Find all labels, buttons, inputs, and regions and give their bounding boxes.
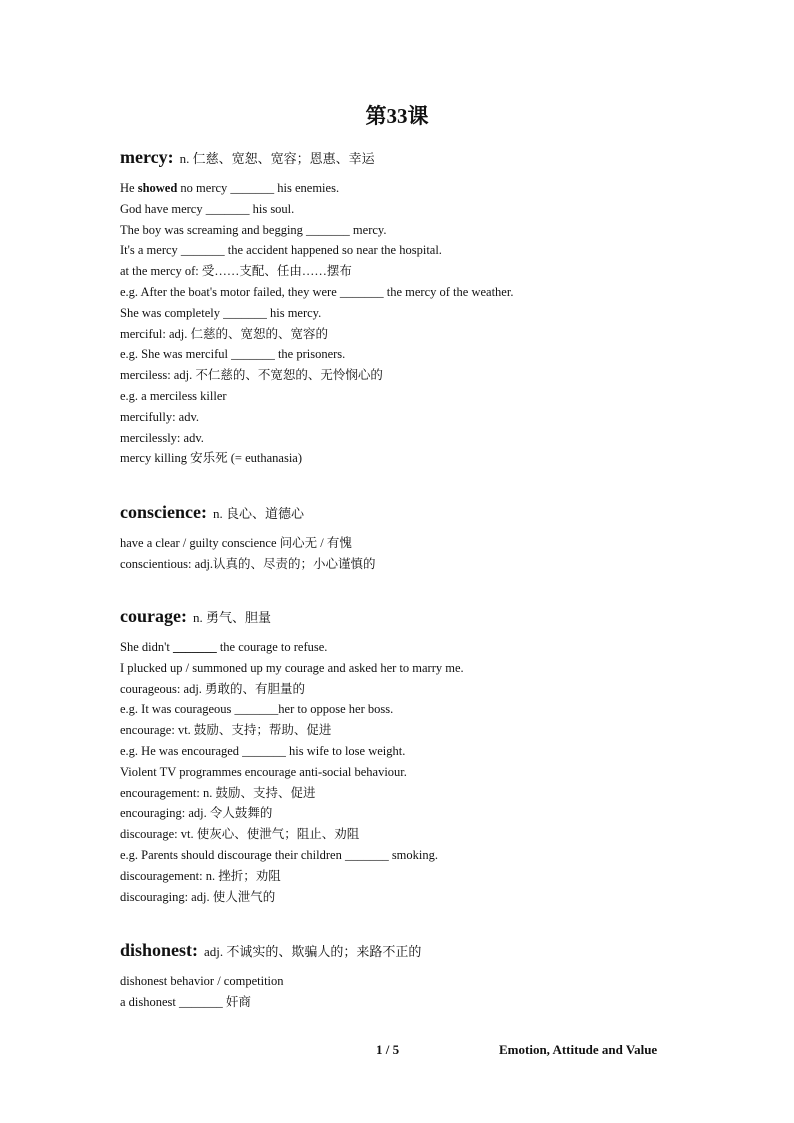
example-line: discourage: vt. 使灰心、使泄气；阻止、劝阻: [120, 827, 360, 842]
example-line: e.g. It was courageous _______her to oppose her boss.: [120, 702, 394, 717]
example-line: Violent TV programmes encourage anti-social behaviour.: [120, 764, 407, 779]
example-line: e.g. After the boat's motor failed, they were _______ the mercy of the weather.: [120, 284, 514, 299]
example-line: dishonest behavior / competition: [120, 974, 284, 988]
vocab-definition: n. 仁慈、宽恕、宽容；恩惠、幸运: [179, 151, 375, 166]
example-line: God have mercy _______ his soul.: [120, 201, 295, 216]
vocab-definition: n. 勇气、胆量: [192, 610, 271, 625]
vocab-word: mercy:: [120, 147, 174, 167]
example-line: merciless: adj. 不仁慈的、不宽恕的、无怜悯心的: [120, 368, 383, 383]
vocab-section-conscience: [120, 501, 720, 575]
vocab-word: dishonest:: [120, 940, 199, 960]
vocab-heading: [120, 501, 720, 527]
vocab-word: conscience:: [120, 502, 207, 522]
vocab-definition: n. 良心、道德心: [212, 506, 304, 521]
example-line: merciful: adj. 仁慈的、宽恕的、宽容的: [120, 326, 328, 341]
example-line: a dishonest _______ 奸商: [120, 994, 251, 1009]
example-line: mercifully: adv.: [120, 409, 200, 424]
example-line: encouraging: adj. 令人鼓舞的: [120, 806, 273, 821]
example-line: e.g. Parents should discourage their children _______ smoking.: [120, 847, 438, 862]
example-line: discouraging: adj. 使人泄气的: [120, 889, 276, 904]
example-line: courageous: adj. 勇敢的、有胆量的: [120, 681, 306, 696]
example-line: e.g. He was encouraged _______ his wife to lose weight.: [120, 743, 406, 758]
vocab-section-courage: [120, 605, 720, 907]
course-title: Emotion, Attitude and Value: [499, 1042, 658, 1057]
example-line: at the mercy of: 受……支配、任由……摆布: [120, 264, 352, 279]
vocab-definition: adj. 不诚实的、欺骗人的；来路不正的: [204, 944, 422, 959]
page-number: 1 / 5: [376, 1042, 400, 1057]
example-line: He showed no mercy _______ his enemies.: [120, 181, 340, 195]
example-line: discouragement: n. 挫折；劝阻: [120, 868, 281, 883]
example-line: mercy killing 安乐死 (= euthanasia): [120, 451, 303, 466]
page-title: 第33课: [365, 104, 429, 128]
example-line: I plucked up / summoned up my courage and asked her to marry me.: [120, 660, 464, 675]
example-line: The boy was screaming and begging _______ mercy.: [120, 222, 387, 237]
example-line: encouragement: n. 鼓励、支持、促进: [120, 785, 316, 800]
example-line: have a clear / guilty conscience 问心无 / 有愧: [120, 536, 352, 550]
vocab-section-mercy: [120, 146, 720, 469]
example-line: encourage: vt. 鼓励、支持；帮助、促进: [120, 723, 332, 738]
example-line: It's a mercy _______ the accident happened so near the hospital.: [120, 243, 442, 258]
example-line: mercilessly: adv.: [120, 430, 204, 445]
example-line: She was completely _______ his mercy.: [120, 305, 322, 320]
vocab-heading: [120, 939, 720, 965]
page-footer: [0, 1040, 794, 1060]
vocab-section-dishonest: [120, 939, 720, 1013]
vocab-heading: [120, 605, 720, 631]
example-line: conscientious: adj.认真的、尽责的；小心谨慎的: [120, 556, 376, 571]
vocab-word: courage:: [120, 606, 187, 626]
example-line: e.g. a merciless killer: [120, 388, 227, 403]
example-line: She didn't _______ the courage to refuse.: [120, 640, 328, 654]
vocab-heading: [120, 146, 720, 172]
example-line: e.g. She was merciful _______ the prisoners.: [120, 347, 346, 362]
